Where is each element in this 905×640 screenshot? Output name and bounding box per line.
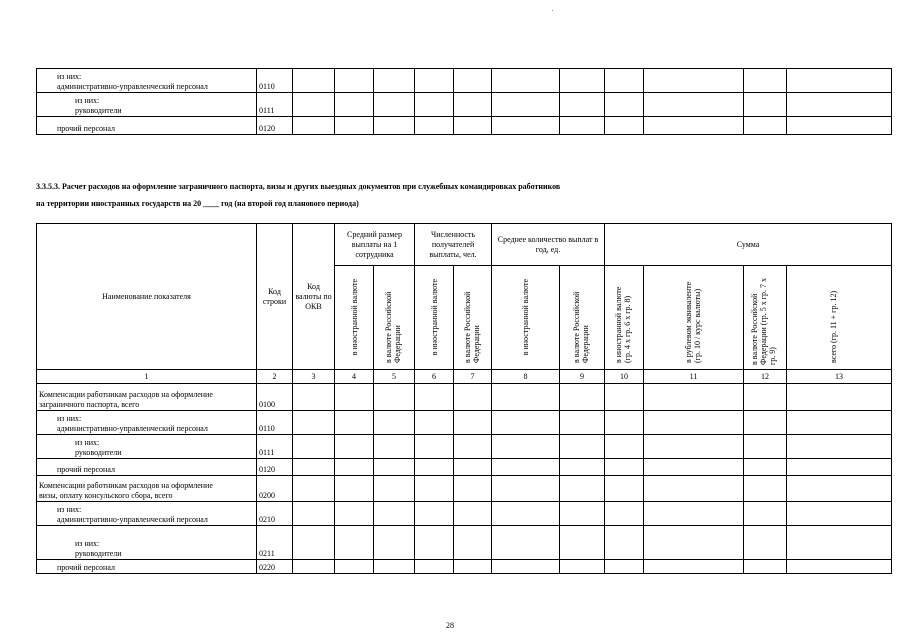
table-row [37, 117, 892, 135]
row-code: 0211 [257, 526, 293, 560]
col-number: 12 [744, 370, 787, 384]
row-label: из них: руководители [37, 526, 257, 560]
col-number: 11 [644, 370, 744, 384]
scan-speck [552, 10, 553, 11]
row-label: из них: административно-управленческий персонал [37, 502, 257, 526]
col-number: 5 [374, 370, 415, 384]
subheader-c9: в валюте Российской Федерации [572, 291, 591, 363]
table-row [37, 560, 892, 574]
header-avg-payment: Средний размер выплаты на 1 сотрудника [335, 224, 415, 266]
row-label: из них: административно-управленческий персонал [37, 411, 257, 435]
section-heading-line1: 3.3.5.3. Расчет расходов на оформление заграничного паспорта, визы и других выездных документов при служебных командировках работников [36, 182, 561, 191]
row-label: из них: руководители [37, 435, 257, 459]
column-numbers-row [37, 370, 892, 384]
section-heading-line2: на территории иностранных государств на 20 ____ год (на второй год планового периода) [36, 199, 359, 208]
table-row [37, 93, 892, 117]
row-code: 0200 [257, 476, 293, 502]
subheader-c5: в валюте Российской Федерации [384, 291, 402, 363]
col-number: 9 [560, 370, 605, 384]
row-code: 0110 [257, 411, 293, 435]
table-row [37, 502, 892, 526]
col-number: 4 [335, 370, 374, 384]
subheader-c13: всего (гр. 11 + гр. 12) [829, 290, 839, 363]
col-number: 8 [492, 370, 560, 384]
main-table [36, 223, 892, 574]
table-row [37, 435, 892, 459]
subheader-c6: в иностранной валюте [429, 279, 439, 356]
header-code: Код строки [257, 224, 293, 370]
col-number: 1 [37, 370, 257, 384]
row-label: из них: руководители [37, 93, 257, 117]
row-code: 0220 [257, 560, 293, 574]
row-code: 0111 [257, 93, 293, 117]
col-number: 6 [415, 370, 454, 384]
page-number: 28 [446, 621, 454, 630]
subheader-c12: в валюте Российской Федерации (гр. 5 х гр. 7 х гр. 9) [750, 277, 778, 365]
col-number: 10 [605, 370, 644, 384]
table-row [37, 526, 892, 560]
subheader-c8: в иностранной валюте [521, 279, 531, 356]
col-number: 2 [257, 370, 293, 384]
table-row [37, 384, 892, 411]
col-number: 7 [454, 370, 492, 384]
subheader-c4: в иностранной валюте [349, 279, 359, 356]
row-code: 0210 [257, 502, 293, 526]
row-code: 0110 [257, 69, 293, 93]
row-code: 0100 [257, 384, 293, 411]
row-label: прочий персонал [37, 560, 257, 574]
subheader-c10: в иностранной валюте (гр. 4 х гр. 6 х гр. 8) [614, 286, 633, 363]
header-okv: Код валюты по ОКВ [293, 224, 335, 370]
col-number: 13 [787, 370, 892, 384]
row-code: 0111 [257, 435, 293, 459]
subheader-c7: в валюте Российской Федерации [462, 291, 481, 363]
subheader-c11: в рублевом эквиваленте (гр. 10 / курс валюты) [683, 281, 702, 363]
row-code: 0120 [257, 459, 293, 476]
table-row [37, 69, 892, 93]
header-recipients: Численность получателей выплаты, чел. [415, 224, 492, 266]
header-payment-count: Среднее количество выплат в год, ед. [492, 224, 605, 266]
top-table [36, 68, 892, 135]
row-label: из них: административно-управленческий персонал [37, 69, 257, 93]
row-label: Компенсации работникам расходов на оформление визы, оплату консульского сбора, всего [37, 476, 257, 502]
table-row [37, 476, 892, 502]
row-label: прочий персонал [37, 117, 257, 135]
row-label: прочий персонал [37, 459, 257, 476]
col-number: 3 [293, 370, 335, 384]
header-sum: Сумма [605, 224, 892, 266]
table-row [37, 459, 892, 476]
row-label: Компенсации работникам расходов на оформление заграничного паспорта, всего [37, 384, 257, 411]
row-code: 0120 [257, 117, 293, 135]
table-row [37, 411, 892, 435]
header-name: Наименование показателя [37, 224, 257, 370]
